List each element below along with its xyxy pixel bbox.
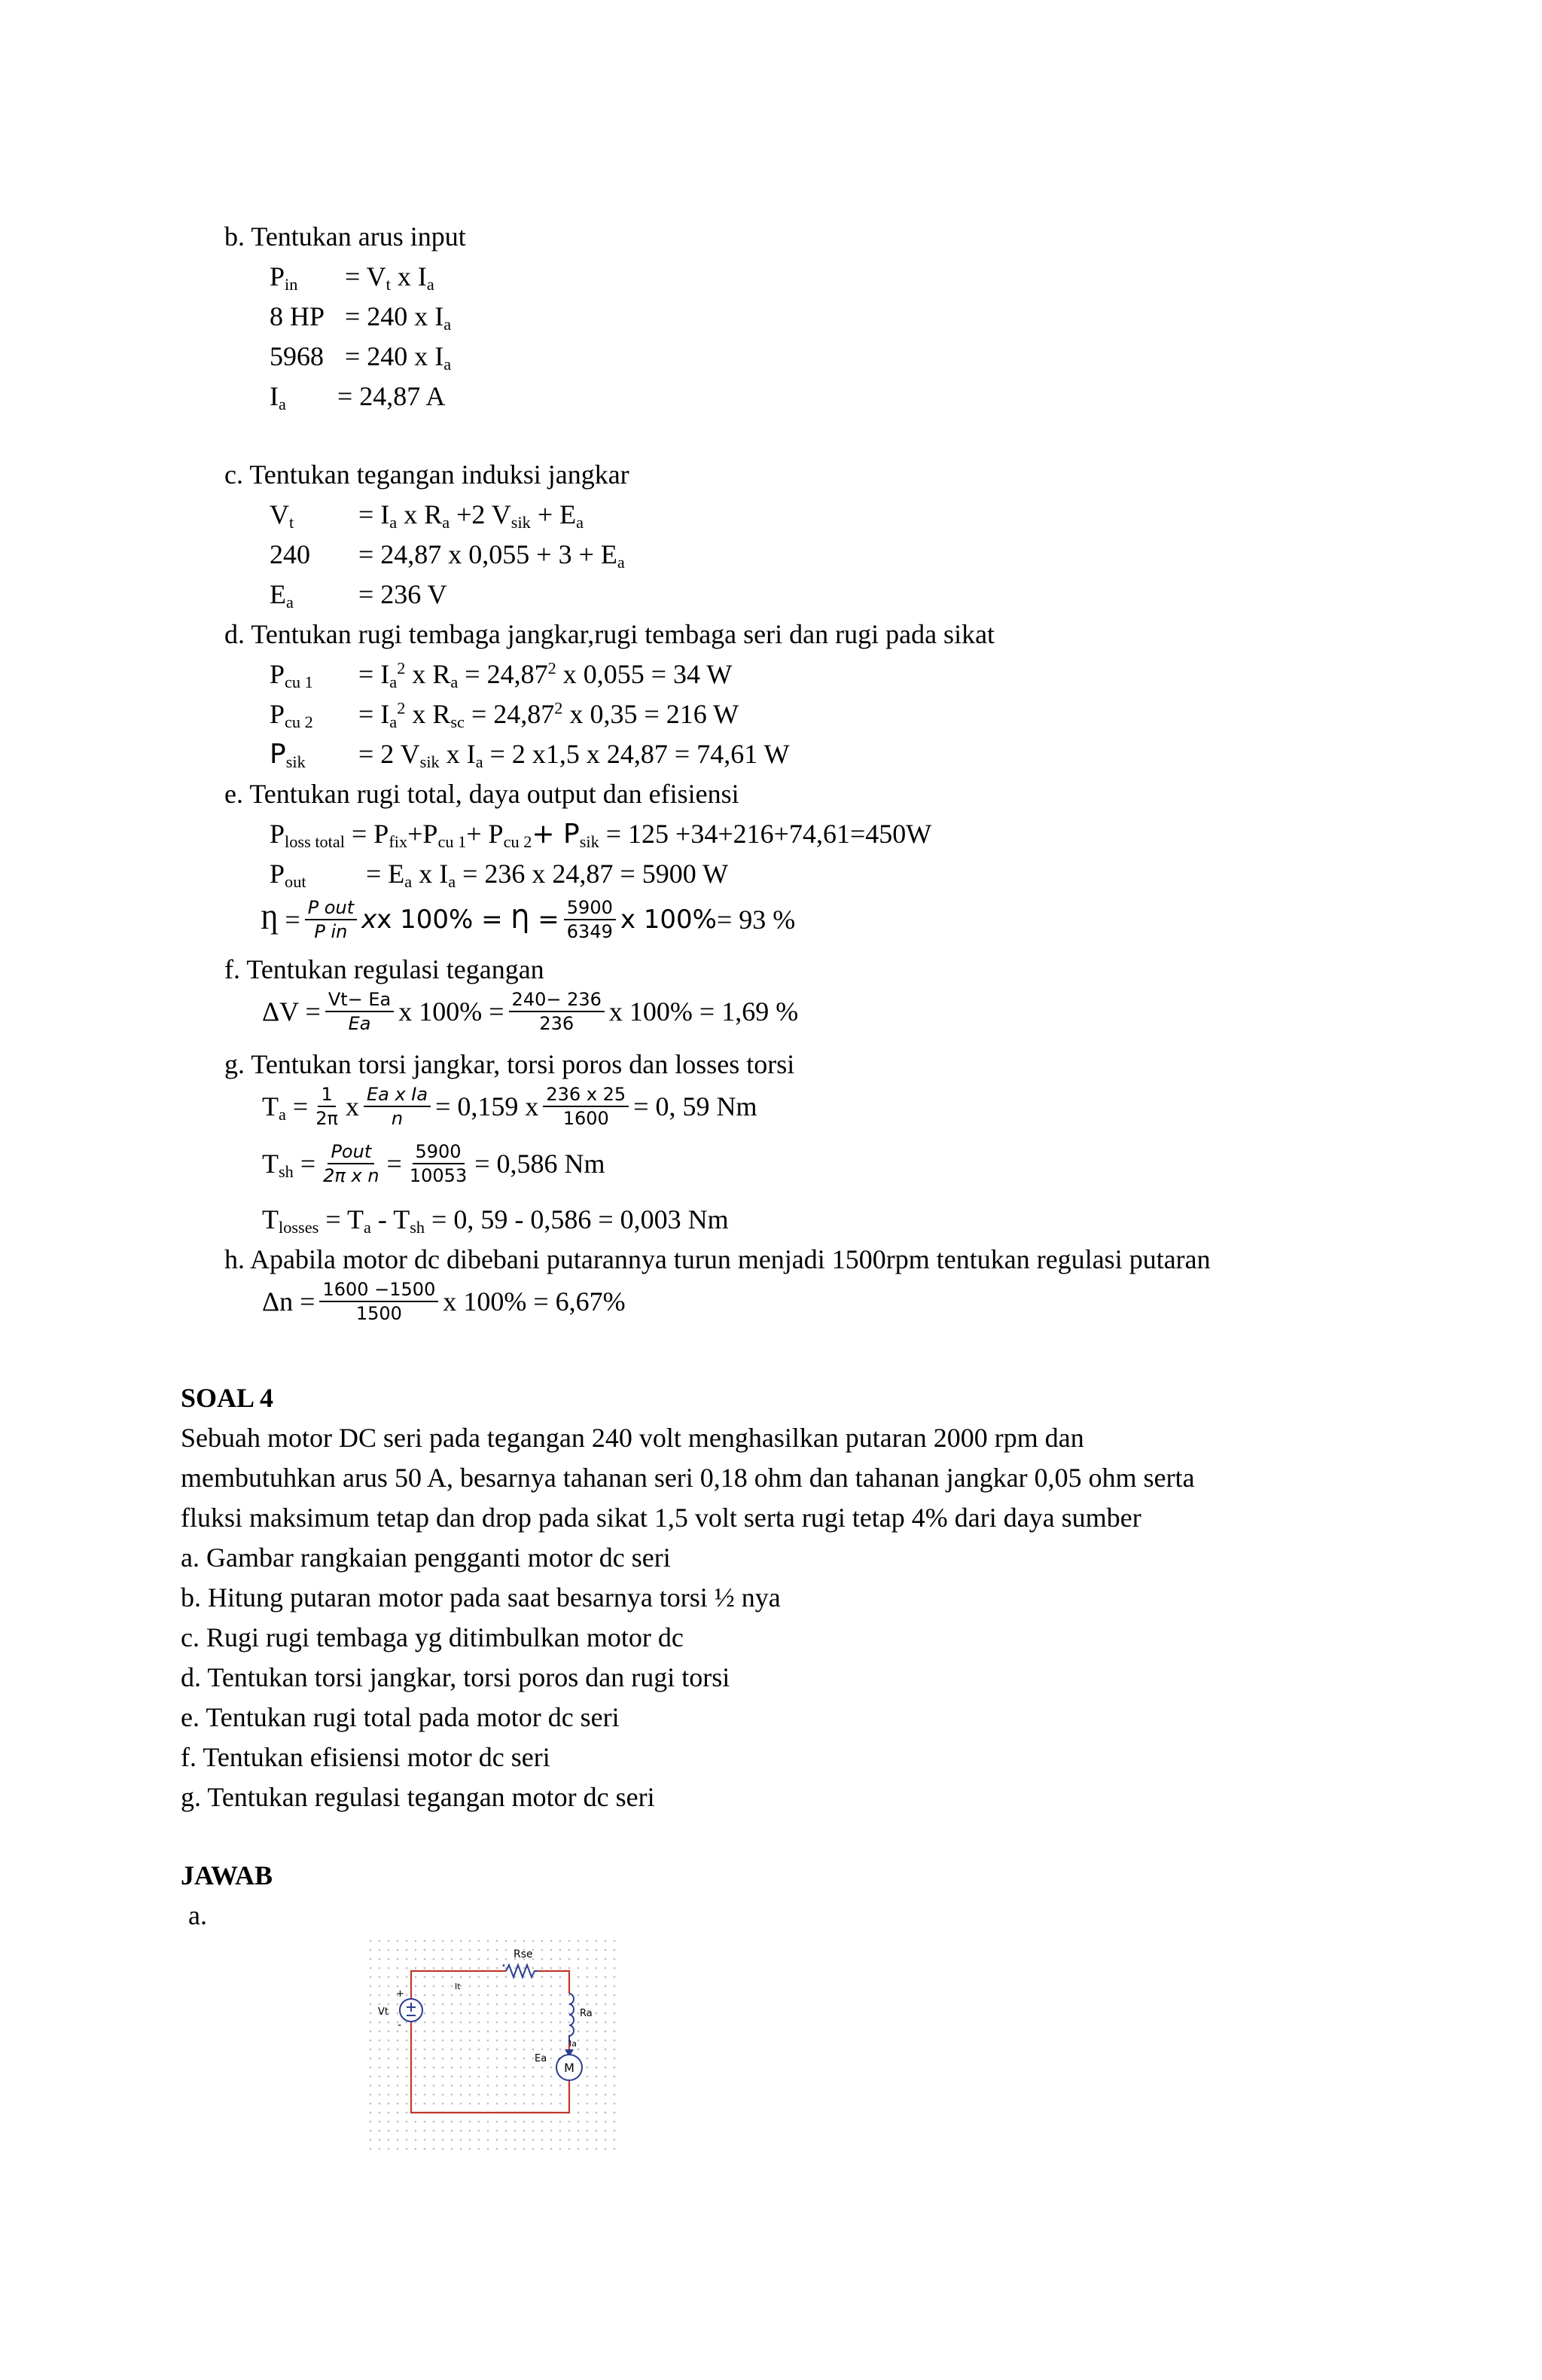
pout-label: $P_{out}$: [270, 859, 306, 892]
pcu2-label: $P_{cu 2}$: [270, 699, 313, 732]
pcu1-label: $P_{cu 1}$: [270, 659, 313, 692]
section-g-heading: g. Tentukan torsi jangkar, torsi poros dan losses torsi: [224, 1049, 795, 1079]
soal4-paragraph-line: Sebuah motor DC seri pada tegangan 240 volt menghasilkan putaran 2000 rpm dan: [181, 1423, 1084, 1453]
rse-label: Rse: [513, 1948, 533, 1960]
fraction: $\frac{1600 -1500}{1500}$: [319, 1278, 438, 1325]
section-h-heading: h. Apabila motor dc dibebani putarannya turun menjadi 1500rpm tentukan regulasi putaran: [224, 1244, 1211, 1274]
hp-value: = 240 x $I_a$: [345, 301, 452, 334]
watt-label: 5968: [270, 341, 324, 371]
tloss-equation: $T_{losses} = T_a - T_{sh} = 0$, 59 - 0,586 = 0,003 Nm: [262, 1204, 729, 1237]
c-240-label: 240: [270, 539, 310, 569]
fraction: $\frac{1}{2\pi}$: [315, 1084, 338, 1129]
tsh-equation: $T_{sh}$ = $\frac{\text{Pout}}{\text{2π x n}}$ = $\frac{5900}{10053}$ = 0,586 Nm: [262, 1141, 605, 1186]
ia-value: = 24,87 A: [337, 381, 446, 411]
watt-value: = 240 x $I_a$: [345, 341, 452, 374]
soal4-item: g. Tentukan regulasi tegangan motor dc seri: [181, 1782, 655, 1812]
vt-equation: = $I_a$ x $R_a +2$ $V_{sik} + E_a$: [358, 499, 584, 532]
fraction: $\frac{\text{Ea x Ia}}{n}$: [364, 1083, 431, 1130]
ia-label: $I_a$: [270, 381, 286, 414]
fraction: $\frac{236 x 25}{1600}$: [543, 1083, 629, 1130]
vt-circuit-label: Vt: [378, 2006, 389, 2018]
soal4-paragraph-line: membutuhkan arus 50 A, besarnya tahanan seri 0,18 ohm dan tahanan jangkar 0,05 ohm serta: [181, 1463, 1195, 1493]
dn-equation: Δn = $\frac{1600 -1500}{1500}$ x 100% = 6,67%: [262, 1279, 626, 1324]
pout-value: = $E_a$ x $I_a = 236$ x 24,87 = 5900 W: [366, 859, 729, 892]
soal4-item: a. Gambar rangkaian pengganti motor dc seri: [181, 1542, 671, 1573]
section-b-heading: b. Tentukan arus input: [224, 221, 466, 252]
soal4-item: b. Hitung putaran motor pada saat besarnya torsi ½ nya: [181, 1582, 781, 1613]
ea-dot: •: [557, 2055, 562, 2064]
soal4-paragraph-line: fluksi maksimum tetap dan drop pada sikat 1,5 volt serta rugi tetap 4% dari daya sumber: [181, 1503, 1141, 1533]
motor-label: M: [564, 2061, 574, 2075]
ploss-equation: $P_{loss total} = P_{fix}+P_{cu 1}+ P_{cu 2}+ P_{sik} = 125 +34+216+74,61=450W$: [270, 819, 932, 852]
it-label: It: [455, 1982, 461, 1991]
jawab-item-a: a.: [188, 1900, 207, 1930]
dc-series-motor-circuit: [369, 1939, 617, 2150]
fraction: $\frac{\text{P out}}{\text{P in}}$: [305, 896, 357, 943]
plus-label: +: [396, 1988, 404, 2000]
section-f-heading: f. Tentukan regulasi tegangan: [224, 954, 544, 984]
vt-label: $V_t$: [270, 499, 294, 532]
ia-label: Ia: [569, 2039, 577, 2049]
psik-value: = 2 $V_{sik}$ x $I_a = 2$ x1,5 x 24,87 = 74,61 W: [358, 739, 790, 772]
minus-label: -: [398, 2019, 402, 2031]
ea-circuit-label: Ea: [535, 2053, 547, 2064]
jawab-title: JAWAB: [181, 1860, 273, 1890]
soal4-title: SOAL 4: [181, 1383, 274, 1413]
hp-label: 8 HP: [270, 301, 325, 331]
pin-value: = $V_t$ x $I_a$: [345, 261, 434, 294]
section-d-heading: d. Tentukan rugi tembaga jangkar,rugi tembaga seri dan rugi pada sikat: [224, 619, 995, 649]
rse-dot: •: [501, 1962, 506, 1970]
soal4-item: f. Tentukan efisiensi motor dc seri: [181, 1742, 550, 1772]
pcu2-value: = $I_a^2$ x $R_{sc} = 24,87^2$ x 0,35 = 216 W: [358, 698, 739, 732]
soal4-item: c. Rugi rugi tembaga yg ditimbulkan motor dc: [181, 1622, 684, 1652]
psik-label: $P_{sik}$: [270, 739, 306, 772]
section-c-heading: c. Tentukan tegangan induksi jangkar: [224, 459, 629, 490]
soal4-item: d. Tentukan torsi jangkar, torsi poros dan rugi torsi: [181, 1662, 730, 1692]
fraction: $\frac{240- 236}{236}$: [509, 988, 605, 1035]
fraction: $\frac{5900}{6349}$: [564, 896, 616, 943]
c-240-value: = 24,87 x $0,055 + 3 + E_a$: [358, 539, 625, 572]
fraction: $\frac{\text{Pout}}{\text{2π x n}}$: [323, 1141, 379, 1186]
section-e-heading: e. Tentukan rugi total, daya output dan efisiensi: [224, 779, 739, 809]
pin-label: $P_{in}$: [270, 261, 298, 294]
fraction: $\frac{Vt- Ea}{Ea}$: [325, 988, 394, 1035]
soal4-item: e. Tentukan rugi total pada motor dc seri: [181, 1702, 620, 1732]
ea-value: = 236 V: [358, 579, 447, 609]
fraction: $\frac{5900}{10053}$: [409, 1141, 468, 1186]
ra-label: Ra: [580, 2008, 593, 2019]
dv-equation: ΔV = $\frac{Vt- Ea}{Ea}$ x 100% = $\frac{240- 236}{236}$ x 100% = 1,69 %: [262, 989, 799, 1034]
efficiency-equation: Ƞ = $\frac{\text{P out}}{\text{P in}}$ x x 100% = Ƞ = $\frac{5900}{6349}$ x 100% = 93 %: [261, 897, 796, 942]
ta-equation: $T_a$ = $\frac{1}{2\pi}$ x $\frac{\text{Ea x Ia}}{n}$ = 0,159 x $\frac{236 x 25}{1600}$ = 0, 59 Nm: [262, 1084, 757, 1129]
ea-label: $E_a$: [270, 579, 294, 612]
pcu1-value: = $I_a^2$ x $R_a = 24,87^2$ x 0,055 = 34 W: [358, 658, 733, 692]
